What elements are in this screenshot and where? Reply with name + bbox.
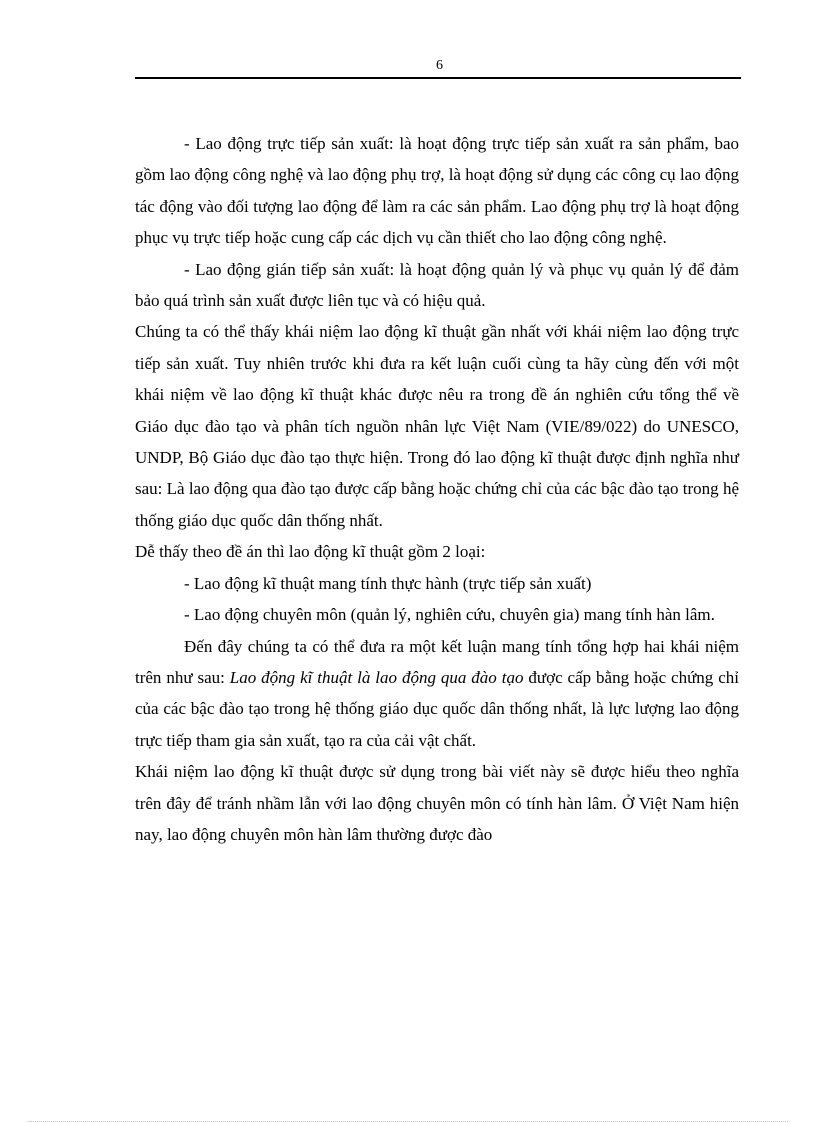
document-body <box>135 128 739 850</box>
page-number: 6 <box>436 58 443 73</box>
paragraph-direct-labor: - Lao động trực tiếp sản xuất: là hoạt động trực tiếp sản xuất ra sản phẩm, bao gồm lao động công nghệ và lao động phụ trợ, là hoạt động sử dụng các công cụ lao động tác động vào đối tượng lao động để làm ra các sản phẩm. Lao động phụ trợ là hoạt động phục vụ trực tiếp hoặc cung cấp các dịch vụ cần thiết cho lao động công nghệ. <box>135 134 739 248</box>
conclusion-definition-italic: Lao động kĩ thuật là lao động qua đào tạo <box>229 667 524 687</box>
paragraph-conclusion <box>135 631 739 757</box>
footer-dotted-rule <box>28 1121 788 1122</box>
list-item-practical-labor: - Lao động kĩ thuật mang tính thực hành (trực tiếp sản xuất) <box>184 573 592 593</box>
header-rule <box>135 77 741 79</box>
paragraph-two-types: Dễ thấy theo đề án thì lao động kĩ thuật gồm 2 loại: <box>135 542 486 562</box>
conclusion-rest: được cấp bằng hoặc chứng chỉ của các bậc đào tạo trong hệ thống giáo dục quốc dân thống nhất, là lực lượng lao động trực tiếp tham gia sản xuất, tạo ra của cải vật chất. <box>135 667 739 750</box>
paragraph-indirect-labor: - Lao động gián tiếp sản xuất: là hoạt động quản lý và phục vụ quản lý để đảm bảo quá trình sản xuất được liên tục và có hiệu quả. <box>135 259 739 311</box>
list-item-academic-labor: - Lao động chuyên môn (quản lý, nghiên cứu, chuyên gia) mang tính hàn lâm. <box>184 605 715 625</box>
paragraph-concept-comparison: Chúng ta có thể thấy khái niệm lao động kĩ thuật gần nhất với khái niệm lao động trực tiếp sản xuất. Tuy nhiên trước khi đưa ra kết luận cuối cùng ta hãy cùng đến với một khái niệm về lao động kĩ thuật khác được nêu ra trong đề án nghiên cứu tổng thể về Giáo dục đào tạo và phân tích nguồn nhân lực Việt Nam (VIE/89/022) do UNESCO, UNDP, Bộ Giáo dục đào tạo thực hiện. Trong đó lao động kĩ thuật được định nghĩa như sau: Là lao động qua đào tạo được cấp bằng hoặc chứng chỉ của các bậc đào tạo trong hệ thống giáo dục quốc dân thống nhất. <box>135 322 739 530</box>
paragraph-usage-note: Khái niệm lao động kĩ thuật được sử dụng trong bài viết này sẽ được hiểu theo nghĩa trên đây để tránh nhầm lẫn với lao động chuyên môn có tính hàn lâm. Ở Việt Nam hiện nay, lao động chuyên môn hàn lâm thường được đào <box>135 762 739 844</box>
conclusion-lead: Đến đây chúng ta có thể đưa ra một kết luận mang tính tổng hợp hai khái niệm trên như sau: <box>135 636 739 687</box>
